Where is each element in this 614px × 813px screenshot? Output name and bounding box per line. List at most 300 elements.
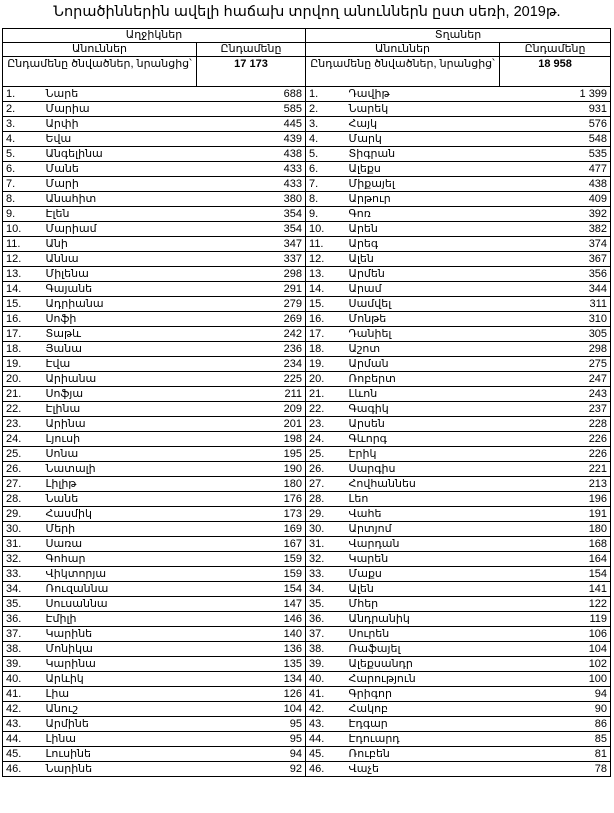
girl-rank: 9. <box>3 207 43 222</box>
boy-name: Գրիգոր <box>346 687 500 702</box>
table-row <box>3 762 611 777</box>
girl-count: 104 <box>197 702 306 717</box>
boy-name: Դավիթ <box>346 87 500 102</box>
table-row <box>3 627 611 642</box>
table-row <box>3 387 611 402</box>
table-row <box>3 117 611 132</box>
girl-count: 585 <box>197 102 306 117</box>
girl-count: 176 <box>197 492 306 507</box>
boy-count: 191 <box>500 507 611 522</box>
girl-rank: 18. <box>3 342 43 357</box>
boy-count: 168 <box>500 537 611 552</box>
boy-rank: 35. <box>306 597 346 612</box>
girl-name: Մանե <box>43 162 197 177</box>
girl-rank: 3. <box>3 117 43 132</box>
table-row <box>3 477 611 492</box>
boy-name: Վարդան <box>346 537 500 552</box>
table-row <box>3 552 611 567</box>
girl-name: Նատալի <box>43 462 197 477</box>
girl-rank: 43. <box>3 717 43 732</box>
table-row <box>3 597 611 612</box>
girl-rank: 28. <box>3 492 43 507</box>
girl-name: Ռուզաննա <box>43 582 197 597</box>
boy-name: Էդուարդ <box>346 732 500 747</box>
girl-name: Եվա <box>43 132 197 147</box>
girl-rank: 30. <box>3 522 43 537</box>
boy-rank: 36. <box>306 612 346 627</box>
girl-rank: 31. <box>3 537 43 552</box>
girl-name: Հասմիկ <box>43 507 197 522</box>
girl-count: 347 <box>197 237 306 252</box>
girl-name: Լիա <box>43 687 197 702</box>
table-row <box>3 732 611 747</box>
boy-name: Արսեն <box>346 417 500 432</box>
boy-count: 180 <box>500 522 611 537</box>
table-row <box>3 222 611 237</box>
boy-count: 213 <box>500 477 611 492</box>
girl-name: Սոֆյա <box>43 387 197 402</box>
table-row <box>3 147 611 162</box>
girl-name: Նանե <box>43 492 197 507</box>
boy-name: Լեո <box>346 492 500 507</box>
girl-name: Անգելինա <box>43 147 197 162</box>
girl-name: Նարե <box>43 87 197 102</box>
boy-count: 356 <box>500 267 611 282</box>
boy-rank: 21. <box>306 387 346 402</box>
boy-name: Միքայել <box>346 177 500 192</box>
boy-count: 305 <box>500 327 611 342</box>
boy-name: Հայկ <box>346 117 500 132</box>
boy-name: Ալեն <box>346 252 500 267</box>
girls-total-label: Ընդամենը ծնվածներ, նրանցից՝ <box>3 57 197 87</box>
girl-count: 173 <box>197 507 306 522</box>
boy-count: 122 <box>500 597 611 612</box>
girl-rank: 11. <box>3 237 43 252</box>
girl-rank: 1. <box>3 87 43 102</box>
boy-name: Ռաֆայել <box>346 642 500 657</box>
girl-count: 291 <box>197 282 306 297</box>
boy-rank: 28. <box>306 492 346 507</box>
table-row <box>3 507 611 522</box>
boy-rank: 40. <box>306 672 346 687</box>
girl-name: Տաթև <box>43 327 197 342</box>
boy-name: Ալեքս <box>346 162 500 177</box>
boy-count: 367 <box>500 252 611 267</box>
boy-count: 141 <box>500 582 611 597</box>
table-row <box>3 132 611 147</box>
boy-rank: 20. <box>306 372 346 387</box>
girl-count: 95 <box>197 732 306 747</box>
table-row <box>3 522 611 537</box>
boy-count: 85 <box>500 732 611 747</box>
gender-header-row <box>3 29 611 43</box>
girl-name: Սոնա <box>43 447 197 462</box>
boy-count: 409 <box>500 192 611 207</box>
table-row <box>3 582 611 597</box>
boy-count: 298 <box>500 342 611 357</box>
girl-name: Սուսաննա <box>43 597 197 612</box>
girl-count: 279 <box>197 297 306 312</box>
boy-rank: 41. <box>306 687 346 702</box>
girl-count: 159 <box>197 552 306 567</box>
girl-name: Գայանե <box>43 282 197 297</box>
girl-rank: 38. <box>3 642 43 657</box>
table-row <box>3 357 611 372</box>
boy-rank: 19. <box>306 357 346 372</box>
girl-count: 154 <box>197 582 306 597</box>
table-row <box>3 207 611 222</box>
girl-count: 94 <box>197 747 306 762</box>
boy-count: 311 <box>500 297 611 312</box>
boys-names-column-header: Անուններ <box>306 43 500 57</box>
names-table <box>2 28 611 777</box>
boy-rank: 39. <box>306 657 346 672</box>
boy-count: 119 <box>500 612 611 627</box>
boy-count: 100 <box>500 672 611 687</box>
girl-count: 269 <box>197 312 306 327</box>
girl-name: Արփի <box>43 117 197 132</box>
girl-count: 146 <box>197 612 306 627</box>
girls-names-column-header: Անուններ <box>3 43 197 57</box>
boy-count: 344 <box>500 282 611 297</box>
girl-count: 140 <box>197 627 306 642</box>
boy-count: 247 <box>500 372 611 387</box>
boy-rank: 43. <box>306 717 346 732</box>
boy-name: Գոռ <box>346 207 500 222</box>
boy-count: 221 <box>500 462 611 477</box>
girl-name: Սոֆի <box>43 312 197 327</box>
girls-count-column-header: Ընդամենը <box>197 43 306 57</box>
boy-count: 196 <box>500 492 611 507</box>
table-row <box>3 297 611 312</box>
girl-name: Գոհար <box>43 552 197 567</box>
girl-name: Անահիտ <box>43 192 197 207</box>
boy-count: 535 <box>500 147 611 162</box>
girl-name: Անուշ <box>43 702 197 717</box>
girl-count: 134 <box>197 672 306 687</box>
girl-name: Նարինե <box>43 762 197 777</box>
girl-rank: 37. <box>3 627 43 642</box>
girl-name: Կարինա <box>43 657 197 672</box>
girl-name: Աննա <box>43 252 197 267</box>
boy-rank: 16. <box>306 312 346 327</box>
table-row <box>3 537 611 552</box>
girl-rank: 10. <box>3 222 43 237</box>
boy-name: Հարություն <box>346 672 500 687</box>
table-row <box>3 462 611 477</box>
boy-name: Էդգար <box>346 717 500 732</box>
page-title: Նորածիններին ավելի հաճախ տրվող անուններն ըստ սեռի, 2019թ. <box>53 4 561 20</box>
boy-count: 374 <box>500 237 611 252</box>
girl-name: Յանա <box>43 342 197 357</box>
boy-count: 228 <box>500 417 611 432</box>
boy-count: 1 399 <box>500 87 611 102</box>
boy-rank: 44. <box>306 732 346 747</box>
boy-count: 392 <box>500 207 611 222</box>
girl-count: 242 <box>197 327 306 342</box>
girl-count: 433 <box>197 162 306 177</box>
girl-rank: 44. <box>3 732 43 747</box>
girl-rank: 26. <box>3 462 43 477</box>
girl-rank: 46. <box>3 762 43 777</box>
boy-rank: 7. <box>306 177 346 192</box>
boy-rank: 37. <box>306 627 346 642</box>
girl-count: 126 <box>197 687 306 702</box>
girl-count: 380 <box>197 192 306 207</box>
boy-name: Անդրանիկ <box>346 612 500 627</box>
boy-name: Գևորգ <box>346 432 500 447</box>
boy-name: Արեն <box>346 222 500 237</box>
table-row <box>3 717 611 732</box>
table-row <box>3 342 611 357</box>
girl-count: 195 <box>197 447 306 462</box>
boy-name: Ալեն <box>346 582 500 597</box>
girl-count: 337 <box>197 252 306 267</box>
girl-name: Ադրիանա <box>43 297 197 312</box>
boy-name: Արամ <box>346 282 500 297</box>
boy-name: Հակոբ <box>346 702 500 717</box>
boy-count: 310 <box>500 312 611 327</box>
girl-name: Միլենա <box>43 267 197 282</box>
girl-rank: 5. <box>3 147 43 162</box>
boy-rank: 42. <box>306 702 346 717</box>
girl-rank: 14. <box>3 282 43 297</box>
table-row <box>3 657 611 672</box>
table-row <box>3 432 611 447</box>
table-row <box>3 267 611 282</box>
boy-count: 90 <box>500 702 611 717</box>
boy-count: 382 <box>500 222 611 237</box>
boy-name: Վահե <box>346 507 500 522</box>
table-row <box>3 702 611 717</box>
girl-count: 438 <box>197 147 306 162</box>
boy-name: Էրիկ <box>346 447 500 462</box>
girl-count: 354 <box>197 222 306 237</box>
girl-rank: 29. <box>3 507 43 522</box>
girl-count: 433 <box>197 177 306 192</box>
boy-rank: 26. <box>306 462 346 477</box>
table-row <box>3 372 611 387</box>
boy-rank: 32. <box>306 552 346 567</box>
boy-rank: 22. <box>306 402 346 417</box>
boy-rank: 31. <box>306 537 346 552</box>
girl-rank: 35. <box>3 597 43 612</box>
boy-rank: 11. <box>306 237 346 252</box>
girl-rank: 17. <box>3 327 43 342</box>
boy-rank: 9. <box>306 207 346 222</box>
girl-rank: 33. <box>3 567 43 582</box>
table-row <box>3 237 611 252</box>
table-row <box>3 687 611 702</box>
table-row <box>3 192 611 207</box>
boy-rank: 45. <box>306 747 346 762</box>
girl-rank: 24. <box>3 432 43 447</box>
boy-name: Մհեր <box>346 597 500 612</box>
girl-count: 298 <box>197 267 306 282</box>
girl-rank: 13. <box>3 267 43 282</box>
boy-count: 94 <box>500 687 611 702</box>
boy-name: Սուրեն <box>346 627 500 642</box>
boy-count: 106 <box>500 627 611 642</box>
boy-count: 104 <box>500 642 611 657</box>
girl-name: Սառա <box>43 537 197 552</box>
table-row <box>3 612 611 627</box>
boy-count: 86 <box>500 717 611 732</box>
table-row <box>3 402 611 417</box>
girl-name: Էլեն <box>43 207 197 222</box>
boy-rank: 38. <box>306 642 346 657</box>
boy-rank: 33. <box>306 567 346 582</box>
table-row <box>3 177 611 192</box>
boy-name: Սարգիս <box>346 462 500 477</box>
table-row <box>3 447 611 462</box>
table-row <box>3 417 611 432</box>
boy-name: Գագիկ <box>346 402 500 417</box>
boy-count: 237 <box>500 402 611 417</box>
girl-name: Լիլիթ <box>43 477 197 492</box>
table-row <box>3 162 611 177</box>
boy-name: Տիգրան <box>346 147 500 162</box>
girl-rank: 23. <box>3 417 43 432</box>
girls-header: Աղջիկներ <box>3 29 306 43</box>
girl-rank: 4. <box>3 132 43 147</box>
girl-count: 95 <box>197 717 306 732</box>
girl-count: 225 <box>197 372 306 387</box>
girl-rank: 7. <box>3 177 43 192</box>
girl-name: Արմինե <box>43 717 197 732</box>
girl-name: Արիանա <box>43 372 197 387</box>
girl-name: Անի <box>43 237 197 252</box>
table-row <box>3 642 611 657</box>
boy-count: 164 <box>500 552 611 567</box>
girl-count: 211 <box>197 387 306 402</box>
boy-name: Մարկ <box>346 132 500 147</box>
girl-rank: 25. <box>3 447 43 462</box>
boy-count: 576 <box>500 117 611 132</box>
girl-count: 135 <box>197 657 306 672</box>
girl-name: Լուսինե <box>43 747 197 762</box>
column-header-row <box>3 43 611 57</box>
girl-count: 439 <box>197 132 306 147</box>
boy-name: Մաքս <box>346 567 500 582</box>
girl-count: 201 <box>197 417 306 432</box>
girl-count: 354 <box>197 207 306 222</box>
boy-name: Լևոն <box>346 387 500 402</box>
boy-name: Հովհաննես <box>346 477 500 492</box>
boy-name: Նարեկ <box>346 102 500 117</box>
boy-name: Սամվել <box>346 297 500 312</box>
boy-name: Արտյոմ <box>346 522 500 537</box>
boy-rank: 5. <box>306 147 346 162</box>
girl-name: Վիկտորյա <box>43 567 197 582</box>
table-row <box>3 87 611 102</box>
boys-total-value: 18 958 <box>500 57 611 87</box>
boy-rank: 2. <box>306 102 346 117</box>
girl-name: Լյուսի <box>43 432 197 447</box>
girl-name: Արևիկ <box>43 672 197 687</box>
girl-name: Մերի <box>43 522 197 537</box>
boy-name: Արթուր <box>346 192 500 207</box>
girl-name: Արինա <box>43 417 197 432</box>
boy-count: 102 <box>500 657 611 672</box>
girl-rank: 2. <box>3 102 43 117</box>
girl-count: 147 <box>197 597 306 612</box>
girl-rank: 42. <box>3 702 43 717</box>
boy-count: 477 <box>500 162 611 177</box>
girl-name: Լինա <box>43 732 197 747</box>
table-row <box>3 672 611 687</box>
boy-name: Աշոտ <box>346 342 500 357</box>
boy-rank: 34. <box>306 582 346 597</box>
boy-count: 78 <box>500 762 611 777</box>
girl-rank: 16. <box>3 312 43 327</box>
boy-rank: 12. <box>306 252 346 267</box>
girl-name: Էլինա <box>43 402 197 417</box>
boy-rank: 15. <box>306 297 346 312</box>
boy-rank: 30. <box>306 522 346 537</box>
boy-name: Ռուբեն <box>346 747 500 762</box>
boy-rank: 27. <box>306 477 346 492</box>
boy-count: 931 <box>500 102 611 117</box>
table-row <box>3 492 611 507</box>
boys-header: Տղաներ <box>306 29 611 43</box>
boy-rank: 25. <box>306 447 346 462</box>
boy-count: 226 <box>500 447 611 462</box>
girl-rank: 8. <box>3 192 43 207</box>
boy-rank: 24. <box>306 432 346 447</box>
girl-rank: 12. <box>3 252 43 267</box>
table-row <box>3 567 611 582</box>
boy-name: Ալեքսանդր <box>346 657 500 672</box>
boy-rank: 18. <box>306 342 346 357</box>
boy-count: 154 <box>500 567 611 582</box>
girl-rank: 19. <box>3 357 43 372</box>
boy-count: 226 <box>500 432 611 447</box>
boy-rank: 17. <box>306 327 346 342</box>
girl-rank: 34. <box>3 582 43 597</box>
girl-count: 236 <box>197 342 306 357</box>
boy-count: 275 <box>500 357 611 372</box>
boy-rank: 23. <box>306 417 346 432</box>
girl-rank: 22. <box>3 402 43 417</box>
girl-name: Էվա <box>43 357 197 372</box>
table-row <box>3 282 611 297</box>
girl-name: Էմիլի <box>43 612 197 627</box>
girl-name: Կարինե <box>43 627 197 642</box>
boy-rank: 3. <box>306 117 346 132</box>
boy-count: 438 <box>500 177 611 192</box>
girl-rank: 45. <box>3 747 43 762</box>
girl-count: 445 <box>197 117 306 132</box>
girl-rank: 21. <box>3 387 43 402</box>
table-row <box>3 252 611 267</box>
boy-name: Մոնթե <box>346 312 500 327</box>
table-row <box>3 747 611 762</box>
boy-rank: 4. <box>306 132 346 147</box>
boy-rank: 14. <box>306 282 346 297</box>
girl-count: 159 <box>197 567 306 582</box>
boy-rank: 8. <box>306 192 346 207</box>
boy-name: Արեգ <box>346 237 500 252</box>
girl-name: Մարիա <box>43 102 197 117</box>
table-row <box>3 312 611 327</box>
girl-rank: 27. <box>3 477 43 492</box>
girl-rank: 41. <box>3 687 43 702</box>
boy-name: Արմեն <box>346 267 500 282</box>
girl-count: 234 <box>197 357 306 372</box>
girl-count: 198 <box>197 432 306 447</box>
girl-name: Մարիամ <box>43 222 197 237</box>
